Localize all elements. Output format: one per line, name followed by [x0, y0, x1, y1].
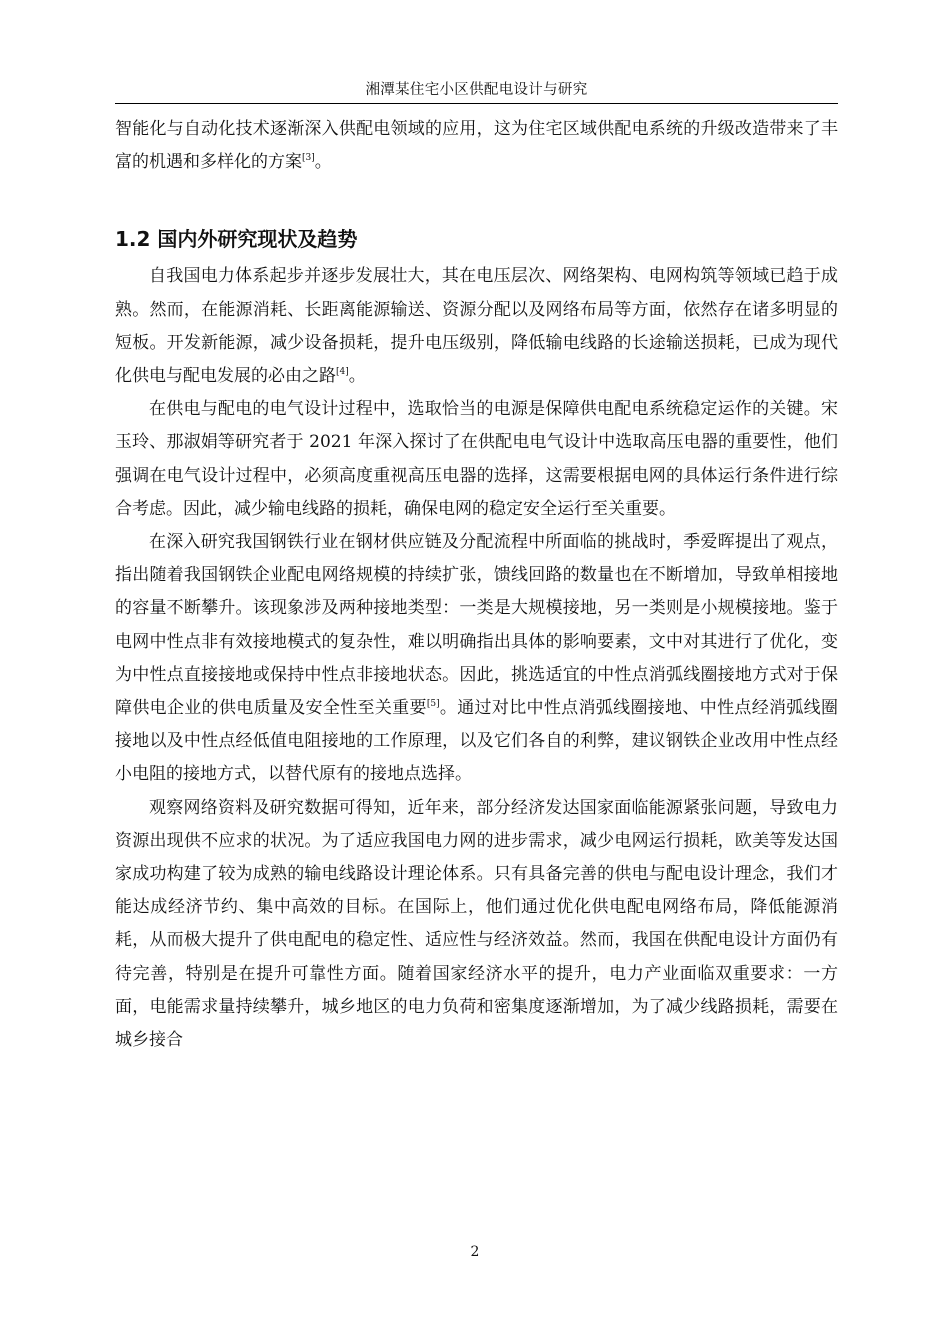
- paragraph-2: 在供电与配电的电气设计过程中，选取恰当的电源是保障供电配电系统稳定运作的关键。宋玉玲、那淑娟等研究者于 2021 年深入探讨了在供配电电气设计中选取高压电器的重要性，他们强调在电气设计过程中，必须高度重视高压电器的选择，这需要根据电网的具体运行条件进行综合考虑。因此，减少输电线路的损耗，确保电网的稳定安全运行至关重要。: [115, 399, 838, 519]
- header-rule: [115, 103, 838, 104]
- intro-paragraph: [115, 113, 838, 179]
- page-number: 2: [470, 1244, 480, 1260]
- intro-end: 。: [314, 152, 332, 173]
- paragraph-3-text-b: 。通过对比中性点消弧线圈接地、中性点经消弧线圈接地以及中性点经低值电阻接地的工作原理，以及它们各自的利弊，建议钢铁企业改用中性点经小电阻的接地方式，以替代原有的接地点选择。: [115, 698, 839, 785]
- section-gap: [115, 179, 838, 222]
- paragraph-4: 观察网络资料及研究数据可得知，近年来，部分经济发达国家面临能源紧张问题，导致电力资源出现供不应求的状况。为了适应我国电力网的进步需求，减少电网运行损耗，欧美等发达国家成功构建了较为成熟的输电线路设计理论体系。只有具备完善的供电与配电设计理念，我们才能达成经济节约、集中高效的目标。在国际上，他们通过优化供电配电网络布局，降低能源消耗，从而极大提升了供电配电的稳定性、适应性与经济效益。然而，我国在供配电设计方面仍有待完善，特别是在提升可靠性方面。随着国家经济水平的提升，电力产业面临双重要求：一方面，电能需求量持续攀升，城乡地区的电力负荷和密集度逐渐增加，为了减少线路损耗，需要在城乡接合: [115, 797, 838, 1051]
- paragraph-3: [115, 526, 838, 792]
- citation-3[interactable]: [3]: [302, 153, 315, 164]
- body-text: [115, 113, 838, 1057]
- citation-4[interactable]: [4]: [336, 367, 349, 378]
- citation-5[interactable]: [5]: [426, 699, 440, 710]
- paragraph-1-end: 。: [348, 366, 366, 387]
- running-header: 湘潭某住宅小区供配电设计与研究: [365, 82, 588, 98]
- paragraph-3-text-a: 在深入研究我国钢铁行业在钢材供应链及分配流程中所面临的挑战时，季爱晖提出了观点，指出随着我国钢铁企业配电网络规模的持续扩张，馈线回路的数量也在不断增加，导致单相接地的容量不断攀升。该现象涉及两种接地类型：一类是大规模接地，另一类则是小规模接地。鉴于电网中性点非有效接地模式的复杂性，难以明确指出具体的影响要素，文中对其进行了优化，变为中性点直接接地或保持中性点非接地状态。因此，挑选适宜的中性点消弧线圈接地方式对于保障供电企业的供电质量及安全性至关重要: [115, 532, 838, 719]
- paragraph-1: [115, 260, 838, 393]
- paragraph-1-text: 自我国电力体系起步并逐步发展壮大，其在电压层次、网络架构、电网构筑等领域已趋于成熟。然而，在能源消耗、长距离能源输送、资源分配以及网络布局等方面，依然存在诸多明显的短板。开发新能源，减少设备损耗，提升电压级别，降低输电线路的长途输送损耗，已成为现代化供电与配电发展的必由之路: [115, 266, 838, 387]
- section-heading: 1.2 国内外研究现状及趋势: [115, 227, 358, 252]
- intro-text: 智能化与自动化技术逐渐深入供配电领域的应用，这为住宅区域供配电系统的升级改造带来了丰富的机遇和多样化的方案: [115, 119, 838, 173]
